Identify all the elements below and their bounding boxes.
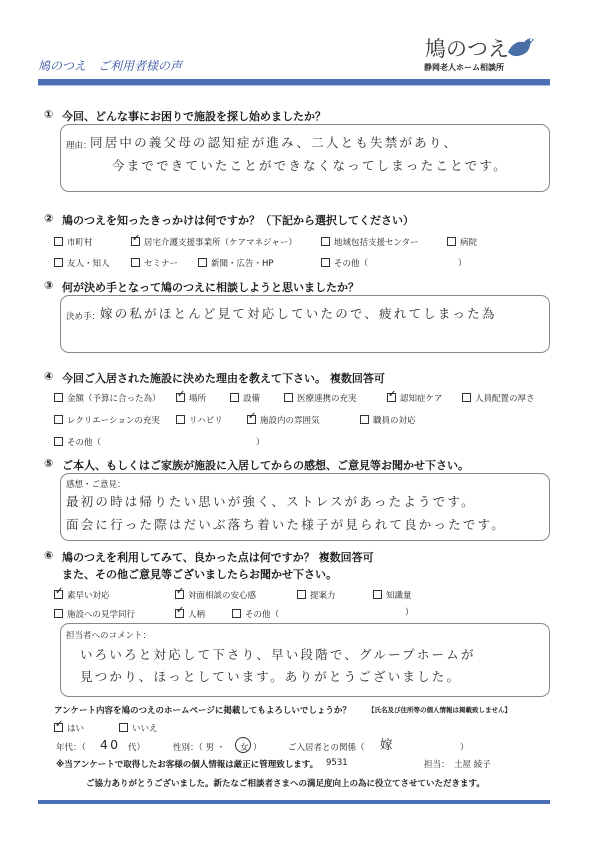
publish-no-option[interactable]: いいえ [119,722,158,734]
q4-option-atmosphere[interactable]: ✓ 施設内の雰囲気 [247,414,320,426]
checkbox-icon [360,415,369,424]
q6-comment-label: 担当者へのコメント： [66,631,152,641]
checkbox-icon [131,258,140,267]
page-header-title: 鳩のつえ ご利用者様の声 [38,59,183,73]
q5-answer-label: 感想・ご意見： [66,480,126,490]
gender-label: 性別：（ 男 ・ [173,743,226,753]
checkbox-icon [373,590,382,599]
q4-option-dementia-care[interactable]: ✓ 認知症ケア [387,392,443,404]
gender-value: 女 [240,743,249,753]
checkbox-checked-icon [387,393,396,402]
publish-question: アンケート内容を鳩のつえのホームページに掲載してもよろしいでしょうか？ [54,706,351,716]
q4-option-price[interactable]: 金額（予算に合った為） [54,392,161,404]
q3-answer: 嫁の私がほとんど見て対応していたので、疲れてしまった為 [100,306,497,321]
checkbox-checked-icon [175,609,184,618]
q3-number: ③ [44,279,54,292]
q3-answer-label: 決め手： [66,312,101,322]
q5-number: ⑤ [44,457,54,470]
checkbox-icon [230,393,239,402]
relation-value: 嫁 [380,737,395,752]
gender-close: ） [253,743,262,753]
checkbox-checked-icon [54,723,63,732]
checkbox-icon [198,258,207,267]
q1-number: ① [44,108,54,121]
q3-question: 何が決め手となって鳩のつえに相談しようと思いましたか？ [62,281,359,294]
age-suffix: 代） [128,743,146,753]
relation-label: ご入居者との関係（ [288,743,365,753]
checkbox-icon [321,258,330,267]
q2-option-other[interactable]: その他（ [321,257,368,269]
checkbox-checked-icon [175,590,184,599]
q2-option-newspaper[interactable]: 新聞・広告・HP [198,257,274,269]
q1-answer-label: 理由： [66,141,92,151]
q4-option-recreation[interactable]: レクリエーションの充実 [54,414,160,426]
q6-question-line-2: また、その他ご意見等ございましたらお聞かせ下さい。 [62,568,337,581]
checkbox-icon [119,723,128,732]
checkbox-icon [447,237,456,246]
q4-option-rehab[interactable]: リハビリ [176,414,223,426]
q6-option-proposal[interactable]: 提案力 [297,589,336,601]
checkbox-checked-icon [131,237,140,246]
q4-question: 今回ご入居された施設に決めた理由を教えて下さい。 複数回答可 [62,372,385,385]
q2-option-community-center[interactable]: 地域包括支援センター [321,236,419,248]
checkbox-icon [54,415,63,424]
q2-option-municipality[interactable]: 市町村 [54,236,93,248]
checkbox-icon [176,415,185,424]
privacy-notice: ※当アンケートで取得したお客様の個人情報は厳正に管理致します。 [56,760,319,770]
q4-option-staff-attitude[interactable]: 職員の対応 [360,414,416,426]
q4-option-other[interactable]: その他（ [54,436,101,448]
q6-option-quick-response[interactable]: ✓素早い対応 [54,589,110,601]
q6-option-knowledge[interactable]: 知識量 [373,589,412,601]
q6-option-other[interactable]: その他（ [232,608,279,620]
q2-option-hospital[interactable]: 病院 [447,236,477,248]
checkbox-icon [297,590,306,599]
q2-question: 鳩のつえを知ったきっかけは何ですか？（下記から選択してください） [62,214,414,227]
checkbox-icon [54,609,63,618]
checkbox-checked-icon [54,590,63,599]
publish-yes-option[interactable]: ✓はい [54,722,84,734]
relation-close: ） [460,743,469,753]
q1-answer-line-2: 今までできていたことができなくなってしまったことです。 [112,158,508,173]
gender-circle-mark [235,737,251,753]
age-label: 年代：（ [56,743,86,753]
q4-other-close: ） [256,438,265,448]
q6-other-close: ） [405,608,414,618]
checkbox-icon [284,393,293,402]
q4-option-facilities[interactable]: 設備 [230,392,260,404]
q6-number: ⑥ [44,549,54,562]
checkbox-icon [54,237,63,246]
checkbox-icon [462,393,471,402]
q5-answer-line-2: 面会に行った際はだいぶ落ち着いた様子が見られて良かったです。 [66,517,507,532]
q2-option-care-manager[interactable]: ✓ 居宅介護支援事業所（ケアマネジャー） [131,236,297,248]
checkbox-icon [54,437,63,446]
q5-question: ご本人、もしくはご家族が施設に入居してからの感想、ご意見等お聞かせ下さい。 [62,459,469,472]
checkbox-icon [321,237,330,246]
q5-answer-line-1: 最初の時は帰りたい思いが強く、ストレスがあったようです。 [66,494,476,509]
q2-number: ② [44,212,54,225]
q4-option-location[interactable]: ✓ 場所 [176,392,206,404]
staff-name: 土屋 綾子 [454,760,491,770]
q2-other-close: ） [458,259,467,269]
q6-comment-line-1: いろいろと対応して下さり、早い段階で、グループホームが [80,647,476,662]
q4-number: ④ [44,370,54,383]
q1-question: 今回、どんな事にお困りで施設を探し始めましたか？ [62,110,326,123]
checkbox-icon [54,258,63,267]
logo-name: 鳩のつえ [425,37,509,61]
staff-label: 担当： [424,760,450,770]
q6-question: 鳩のつえを利用してみて、良かった点は何ですか？ 複数回答可 [62,551,374,564]
survey-number: 9531 [326,758,348,768]
dove-logo-icon [504,32,538,60]
q6-option-personality[interactable]: ✓ 人柄 [175,608,205,620]
thanks-message: ご協力ありがとうございました。新たなご相談者さまへの満足度向上の為に役立てさせていただきます。 [86,779,485,789]
q6-option-tour-escort[interactable]: 施設への見学同行 [54,608,135,620]
checkbox-checked-icon [176,393,185,402]
checkbox-icon [54,393,63,402]
checkbox-checked-icon [247,415,256,424]
q6-comment-line-2: 見つかり、ほっとしています。ありがとうございました。 [80,669,462,684]
footer-divider [38,800,550,804]
q6-option-face-to-face[interactable]: ✓ 対面相談の安心感 [175,589,256,601]
checkbox-icon [232,609,241,618]
q4-option-medical[interactable]: 医療連携の充実 [284,392,357,404]
q2-option-seminar[interactable]: セミナー [131,257,178,269]
header-divider-thin [38,85,550,86]
publish-note: 【氏名及び住所等の個人情報は掲載致しません】 [368,706,511,714]
q2-option-friend[interactable]: 友人・知人 [54,257,110,269]
age-value: 40 [100,737,121,752]
q4-option-staffing[interactable]: 人員配置の厚さ [462,392,535,404]
logo-subtitle: 静岡老人ホーム相談所 [424,63,504,72]
q1-answer-line-1: 同居中の義父母の認知症が進み、二人とも失禁があり、 [90,135,459,150]
